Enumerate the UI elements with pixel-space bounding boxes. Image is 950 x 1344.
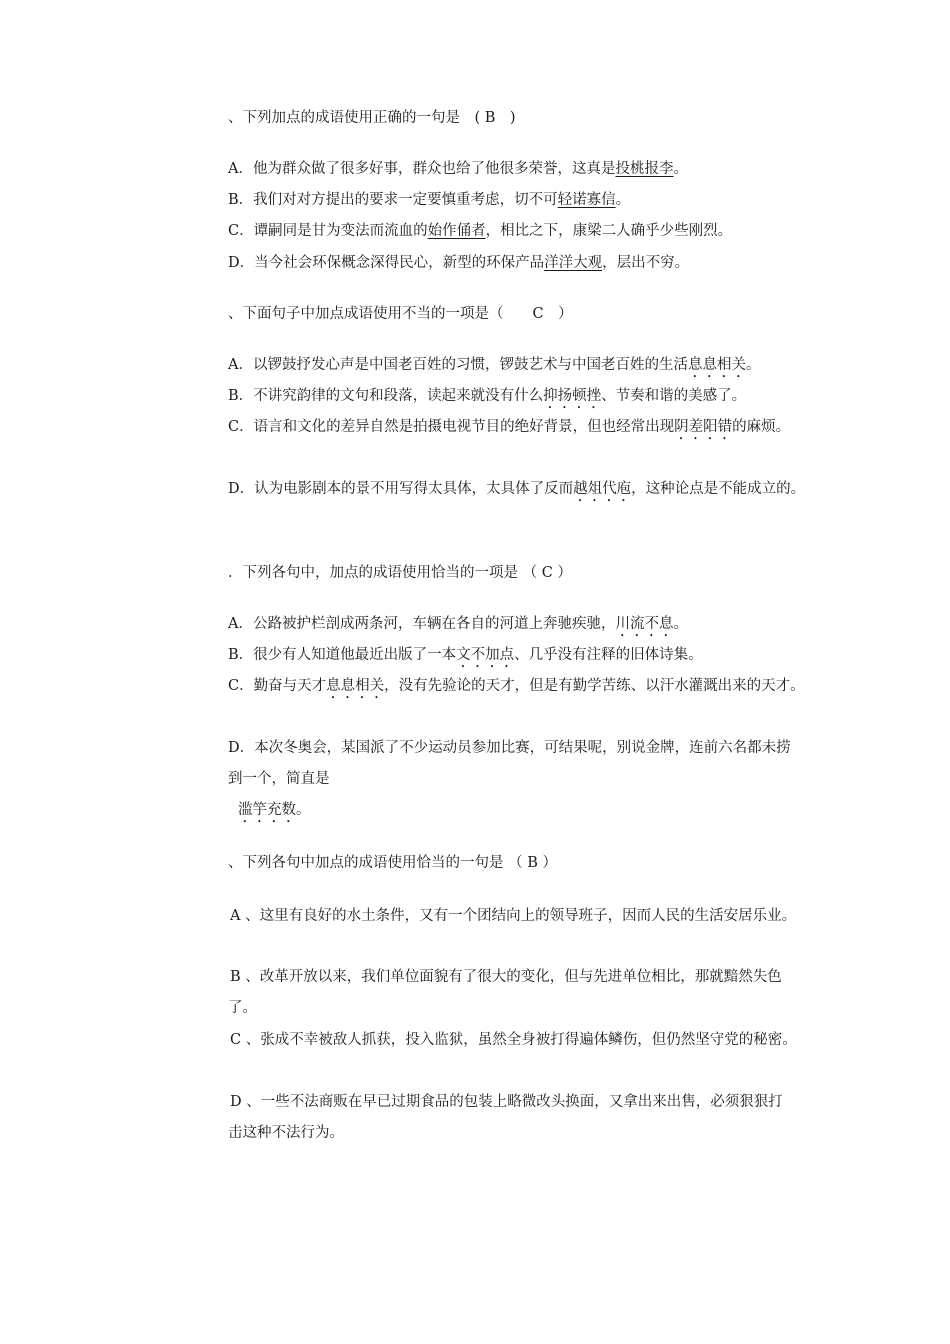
q3-option-a: A．公路被护栏剖成两条河，车辆在各自的河道上奔驰疾驰，川流不息。: [228, 616, 688, 632]
q3-b-idiom: 文不加点: [456, 647, 515, 663]
q1-d-idiom: 洋洋大观: [544, 255, 603, 271]
q4-option-c: C 、张成不幸被敌人抓获，投入监狱，虽然全身被打得遍体鳞伤，但仍然坚守党的秘密。: [230, 1032, 797, 1048]
q2-option-d: D．认为电影剧本的景不用写得太具体，太具体了反而越俎代庖，这种论点是不能成立的。: [228, 481, 806, 497]
q3-option-d-line3: 滥竽充数。: [238, 802, 311, 818]
q3-option-c: C．勤奋与天才息息相关，没有先验论的天才，但是有勤学苦练、以汗水灌溉出来的天才。: [228, 678, 805, 694]
q3-d-idiom: 滥竽充数: [238, 802, 296, 818]
q2-option-c: C．语言和文化的差异自然是拍摄电视节目的绝好背景，但也经常出现阴差阳错的麻烦。: [228, 419, 791, 435]
q4-option-b-line1: B 、改革开放以来，我们单位面貌有了很大的变化，但与先进单位相比，那就黯然失色: [230, 969, 782, 985]
q2-stem: 、下面句子中加点成语使用不当的一项是（ C ）: [228, 306, 573, 322]
q4-stem: 、下列各句中加点的成语使用恰当的一句是 （ B ）: [228, 855, 557, 871]
q4-option-b-line2: 了。: [228, 1000, 257, 1016]
q2-b-idiom: 抑扬顿挫: [543, 388, 602, 404]
q1-option-a: A．他为群众做了很多好事，群众也给了他很多荣誉，这真是投桃报李。: [228, 161, 688, 177]
q1-b-idiom: 轻诺寡信: [557, 192, 616, 208]
q2-option-a: A．以锣鼓抒发心声是中国老百姓的习惯，锣鼓艺术与中国老百姓的生活息息相关。: [228, 357, 761, 373]
q2-a-idiom: 息息相关: [687, 357, 746, 373]
q2-c-idiom: 阴差阳错: [674, 419, 733, 435]
q1-c-idiom: 始作俑者: [427, 223, 486, 239]
q3-stem: ．下列各句中，加点的成语使用恰当的一项是 （ C ）: [228, 565, 572, 581]
q1-a-idiom: 投桃报李: [615, 161, 674, 177]
q1-option-c: C．谭嗣同是甘为变法而流血的始作俑者，相比之下，康梁二人确乎少些刚烈。: [228, 223, 733, 239]
q3-c-idiom: 息息相关: [326, 678, 385, 694]
q4-option-a: A 、这里有良好的水土条件，又有一个团结向上的领导班子，因而人民的生活安居乐业。: [230, 908, 797, 924]
q4-option-d-line1: D 、一些不法商贩在早已过期食品的包装上略微改头换面，又拿出来出售，必须狠狠打: [230, 1094, 783, 1110]
q2-d-idiom: 越俎代庖: [573, 481, 632, 497]
q1-option-b: B．我们对对方提出的要求一定要慎重考虑，切不可轻诺寡信。: [228, 192, 631, 208]
q3-option-b: B．很少有人知道他最近出版了一本文不加点、几乎没有注释的旧体诗集。: [228, 647, 703, 663]
q3-option-d-line1: D．本次冬奥会，某国派了不少运动员参加比赛，可结果呢，别说金牌，连前六名都未捞: [228, 740, 791, 756]
q4-option-d-line2: 击这种不法行为。: [228, 1125, 344, 1141]
q2-option-b: B．不讲究韵律的文句和段落，读起来就没有什么抑扬顿挫、节奏和谐的美感了。: [228, 388, 747, 404]
q1-option-d: D．当今社会环保概念深得民心，新型的环保产品洋洋大观，层出不穷。: [228, 255, 690, 271]
q3-option-d-line2: 到一个，简直是: [228, 771, 330, 787]
q3-a-idiom: 川流不息: [615, 616, 674, 632]
q1-stem: 、下列加点的成语使用正确的一句是 ( B ): [228, 110, 516, 126]
